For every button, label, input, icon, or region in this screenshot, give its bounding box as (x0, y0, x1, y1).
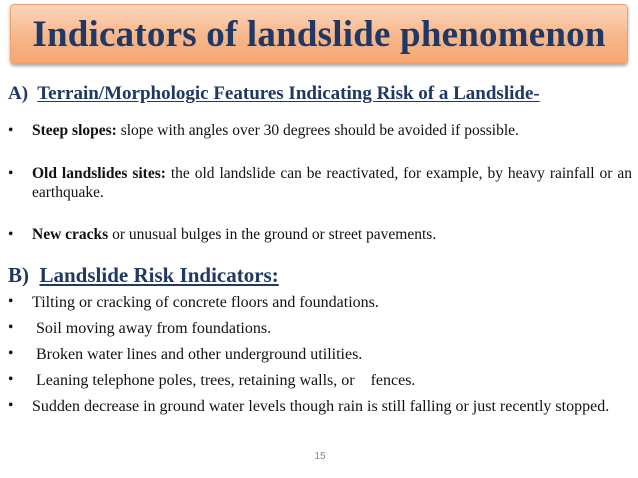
title-banner (10, 4, 628, 64)
bullet-icon: • (8, 319, 14, 336)
slide-title: Indicators of landslide phenomenon (32, 13, 606, 55)
item-term: New cracks (32, 226, 109, 243)
list-item-leaning (8, 370, 632, 391)
bullet-icon: • (8, 165, 14, 182)
item-text: Tilting or cracking of concrete floors and foundations. (32, 294, 379, 311)
bullet-icon: • (8, 293, 14, 310)
item-text: Broken water lines and other underground utilities. (32, 346, 363, 363)
bullet-icon: • (8, 371, 14, 388)
item-text: Soil moving away from foundations. (32, 320, 272, 337)
item-text: slope with angles over 30 degrees should be avoided if possible. (116, 122, 519, 139)
list-item-old-landslides (8, 164, 632, 202)
section-b-prefix: B) (8, 263, 29, 287)
item-text: Sudden decrease in ground water levels though rain is still falling or just recently stopped. (32, 398, 610, 415)
list-item-soil (8, 318, 632, 339)
section-b-heading (8, 263, 279, 288)
list-item-new-cracks (8, 225, 632, 244)
page-number: 15 (314, 451, 326, 462)
list-item-water-lines (8, 344, 632, 365)
item-text: the old landslide can be reactivated, for example, by heavy rainfall or an earthquake. (32, 165, 633, 201)
section-a-title: Terrain/Morphologic Features Indicating Risk of a Landslide- (37, 83, 540, 104)
list-item-steep-slopes (8, 121, 632, 140)
bullet-icon: • (8, 122, 14, 139)
bullet-icon: • (8, 397, 14, 414)
item-text: or unusual bulges in the ground or street pavements. (108, 226, 437, 243)
item-text: Leaning telephone poles, trees, retaining walls, or fences. (32, 372, 416, 389)
bullet-icon: • (8, 226, 14, 243)
list-item-ground-water (8, 396, 632, 417)
section-a-prefix: A) (8, 83, 29, 104)
section-b-title: Landslide Risk Indicators: (39, 263, 279, 287)
section-a-heading (8, 83, 540, 105)
bullet-icon: • (8, 345, 14, 362)
list-item-tilting (8, 292, 632, 313)
item-term: Steep slopes: (32, 122, 117, 139)
item-term: Old landslides sites: (32, 165, 166, 182)
